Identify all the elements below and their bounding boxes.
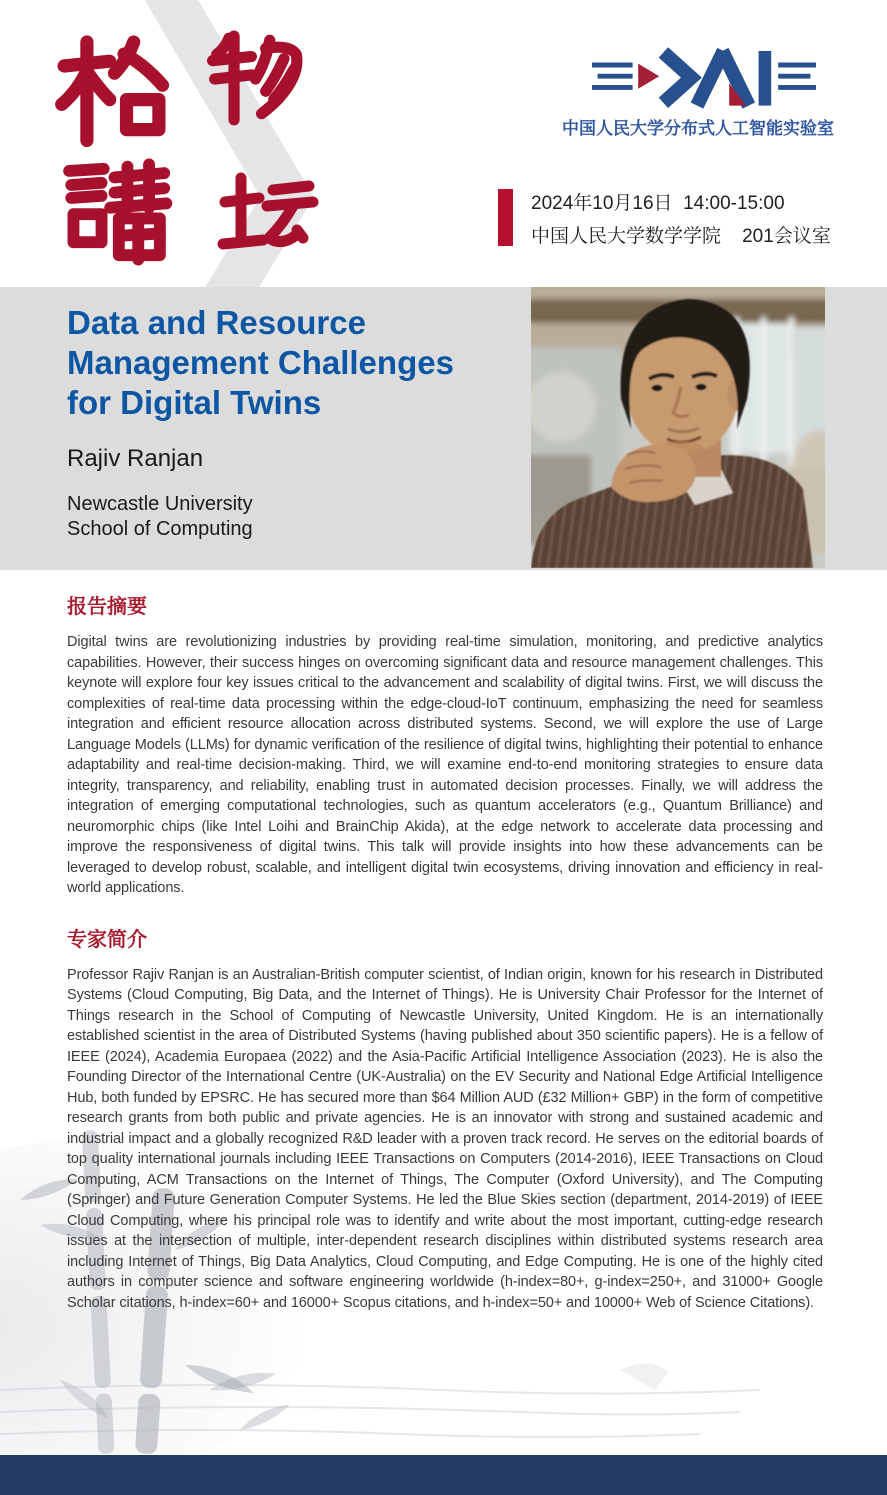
bio-body: Professor Rajiv Ranjan is an Australian-British computer scientist, of Indian origin, known for his research in Distributed Systems (Cloud Computing, Big Data, and the Internet of Things). He is University Chair Professor for the Internet of Things research in the School of Computing of Newcastle University, United Kingdom. He is an internationally established scientist in the area of Distributed Systems (having published about 350 scientific papers). He is a fellow of IEEE (2024), Academia Europaea (2022) and the Asia-Pacific Artificial Intelligence Association (2023). He is also the Founding Director of the International Centre (UK-Australia) on the EV Security and National Edge Artificial Intelligence Hub, both funded by EPSRC. He has secured more than $64 Million AUD (£32 Million+ GBP) in the form of competitive research grants from both public and private agencies. He is an innovator with strong and sustained academic and industrial impact and a globally recognized R&D leader with a proven track record. He serves on the editorial boards of top quality international journals including IEEE Transactions on Computers (2014-2016), IEEE Transactions on Cloud Computing, ACM Transactions on the Internet of Things, The Computer (Oxford University), and The Computing (Springer) and Future Generation Computer Systems. He led the Blue Skies section (department, 2014-2019) of IEEE Cloud Computing, where his principal role was to identify and write about the most important, cutting-edge research issues at the intersection of multiple, inter-dependent research disciplines within distributed systems research area including Internet of Things, Big Data Analytics, Cloud Computing, and Edge Computing. He is one of the highly cited authors in computer science and software engineering worldwide (h-index=80+, g-index=250+, and 31000+ Google Scholar citations, h-index=60+ and 16000+ Scopus citations, and h-index=50+ and 10000+ Web of Science Citations). — [67, 966, 823, 1311]
bio-heading: 专家简介 — [67, 928, 147, 951]
dai-logo-text — [0, 0, 1, 1]
lab-name: 中国人民大学分布式人工智能实验室 — [562, 119, 834, 138]
dai-logo — [575, 44, 833, 114]
abstract-heading: 报告摘要 — [67, 596, 147, 618]
talk-title — [67, 303, 537, 423]
footer-bar — [0, 1455, 887, 1495]
event-datetime: 2024年10月16日 14:00-15:00 — [531, 193, 785, 214]
affiliation-line: School of Computing — [67, 518, 253, 540]
calligraphy-char-ge — [52, 30, 177, 150]
event-accent-bar — [498, 189, 513, 246]
affiliation-line: Newcastle University — [67, 493, 253, 515]
content-sections — [67, 584, 823, 1337]
water-ripples — [0, 1350, 887, 1455]
calligraphy-text — [0, 0, 1, 1]
hero-band — [0, 287, 887, 570]
calligraphy-char-jiang — [52, 158, 177, 266]
calligraphy-char-tan — [202, 166, 332, 266]
talk-title-line: Management Challenges — [67, 344, 454, 381]
abstract-body: Digital twins are revolutionizing industries by providing real-time simulation, monitoring, and predictive analytics capabilities. However, their success hinges on overcoming significant data and resource management challenges. This keynote will explore four key issues critical to the advancement and scalability of digital twins. First, we will discuss the complexities of real-time data processing within the edge-cloud-IoT continuum, emphasizing the need for seamless integration and efficient resource allocation across distributed systems. Second, we will explore the use of Large Language Models (LLMs) for dynamic verification of the resilience of digital twins, highlighting their potential to enhance adaptability and real-time decision-making. Third, we will examine end-to-end monitoring strategies to ensure data integrity, transparency, and reliability, enabling trust in automated decision processes. Finally, we will address the integration of emerging computational technologies, such as quantum accelerators (e.g., Quantum Brilliance) and neuromorphic chips (like Intel Loihi and BrainChip Akida), at the edge network to accelerate data processing and improve the responsiveness of digital twins. This talk will provide insights into how these advancements can be leveraged to develop robust, scalable, and intelligent digital twin ecosystems, driving innovation and efficiency in real-world applications. — [67, 634, 823, 896]
speaker-affiliation — [67, 492, 253, 542]
talk-title-line: Data and Resource — [67, 304, 366, 341]
talk-title-line: for Digital Twins — [67, 384, 322, 421]
speaker-photo — [531, 287, 825, 568]
speaker-name: Rajiv Ranjan — [67, 445, 204, 472]
calligraphy-char-wu — [200, 28, 315, 130]
event-venue: 中国人民大学数学学院 201会议室 — [531, 226, 831, 247]
